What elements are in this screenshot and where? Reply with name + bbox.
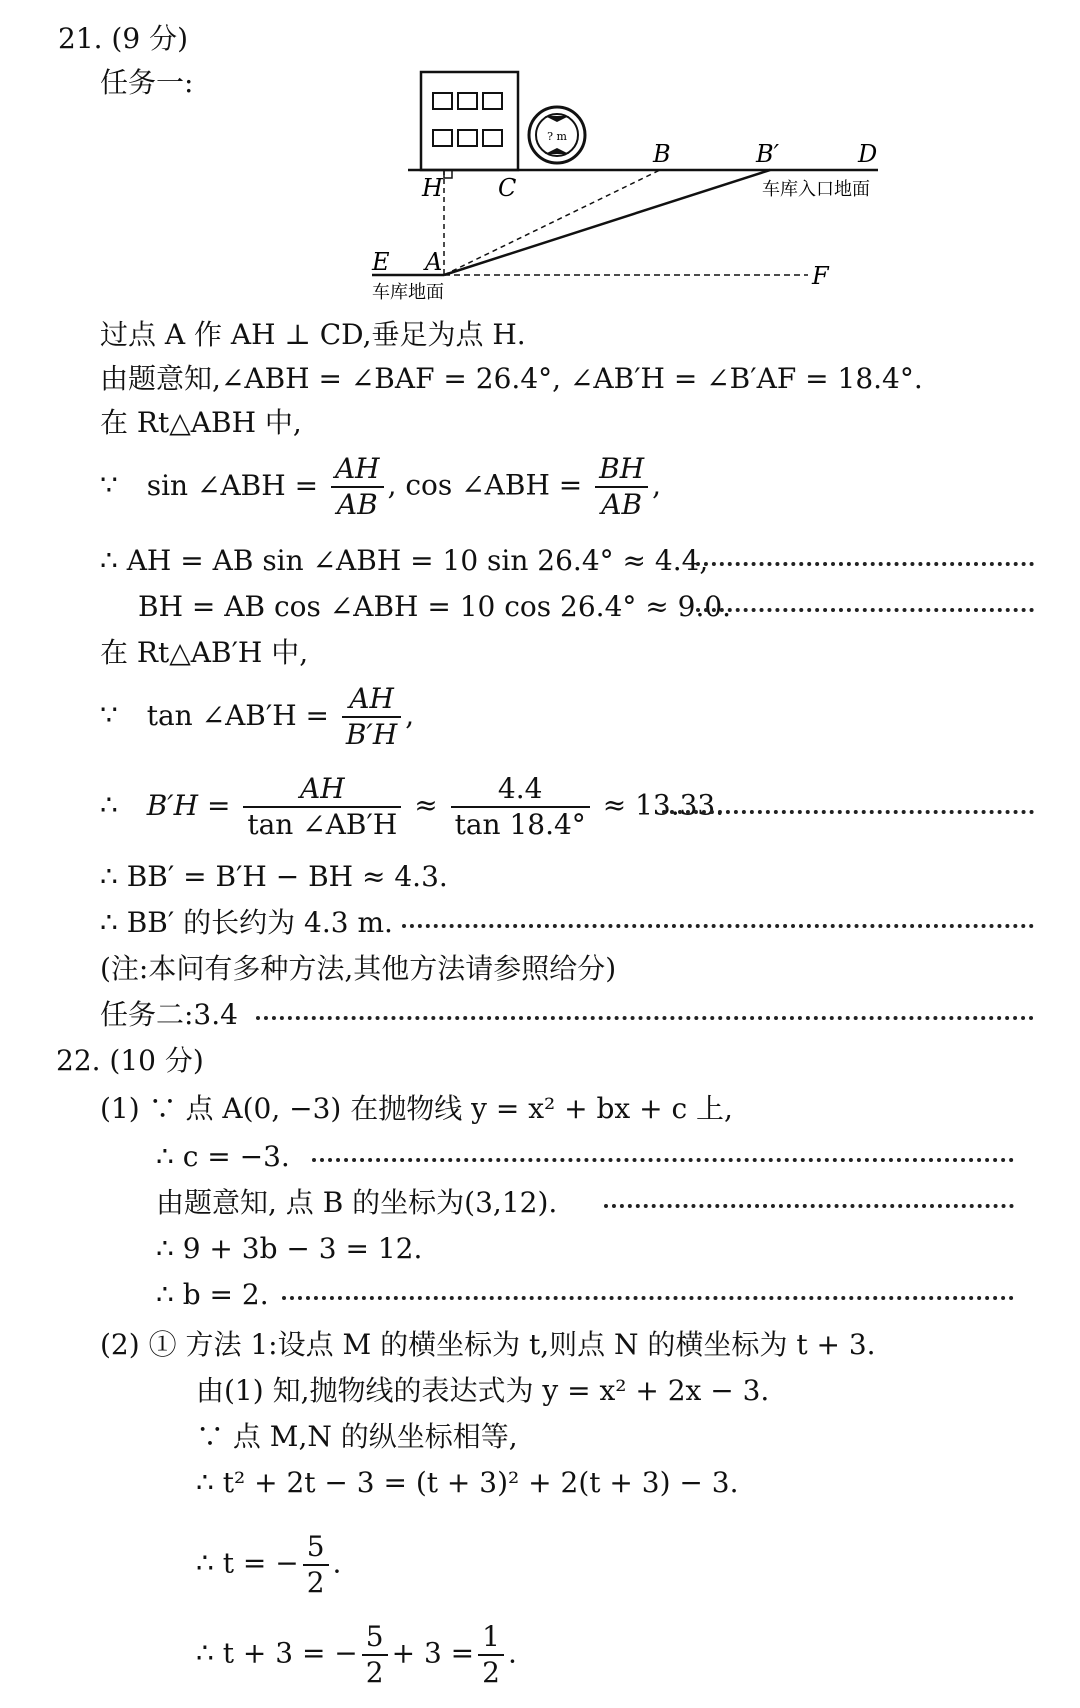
q22-p2-line4: ∴ t² + 2t − 3 = (t + 3)² + 2(t + 3) − 3. <box>196 1466 739 1499</box>
line-AB <box>444 170 660 275</box>
q22-p2-line2: 由(1) 知,抛物线的表达式为 y = x² + 2x − 3. <box>196 1374 770 1407</box>
label-D: D <box>858 140 878 168</box>
solution-line-3: 在 Rt△ABH 中, <box>100 406 302 439</box>
label-E: E <box>372 248 390 276</box>
sign-text: ? m <box>547 130 567 143</box>
bph-line: ∴ B′H = $\frac{AH}{\tan \angle AB'H}$ ≈ $\frac{4.4}{\tan 18.4^\circ}$ ≈ 13.33. <box>100 772 725 841</box>
tan-line: ∵ tan ∠AB′H = $\frac{AH}{B'H}$ , <box>100 682 415 751</box>
q22-p1-line4: ∴ 9 + 3b − 3 = 12. <box>156 1232 423 1265</box>
cos-prefix: , cos ∠ABH = <box>387 468 583 502</box>
label-H: H <box>422 174 443 202</box>
q22-p1-line5: ∴ b = 2. <box>156 1278 269 1311</box>
sin-prefix: sin ∠ABH = <box>146 468 319 502</box>
rt-triangle-2: 在 Rt△AB′H 中, <box>100 636 309 669</box>
score-dots <box>312 1158 1014 1162</box>
label-A: A <box>425 248 443 276</box>
label-B-prime: B′ <box>756 140 780 168</box>
line-AB-prime <box>444 170 770 275</box>
fraction-1-2: $\frac{1}{2}$ <box>478 1620 504 1690</box>
window <box>458 93 477 109</box>
fraction-AH-BpH: $\frac{AH}{B'H}$ <box>342 682 401 752</box>
score-dots <box>402 924 1034 928</box>
garage-floor-label: 车库地面 <box>372 282 444 303</box>
score-dots <box>696 608 1034 612</box>
window <box>433 130 452 146</box>
score-dots <box>256 1016 1034 1020</box>
garage-entrance-label: 车库入口地面 <box>762 179 870 200</box>
fraction-AH-AB: $\frac{AH}{AB}$ <box>331 452 384 522</box>
window <box>483 93 502 109</box>
bph-prefix: B′H = <box>146 788 231 822</box>
q21-header: 21. (9 分) <box>58 22 188 55</box>
because-symbol: ∵ <box>100 468 118 502</box>
t-value-line: ∴ t = − $\frac{5}{2}$ . <box>196 1530 342 1599</box>
window <box>433 93 452 109</box>
building <box>421 72 518 170</box>
q22-p1-line3: 由题意知, 点 B 的坐标为(3,12). <box>156 1186 558 1219</box>
label-C: C <box>498 174 517 202</box>
bh-line: BH = AB cos ∠ABH = 10 cos 26.4° ≈ 9.0. <box>138 590 732 623</box>
fraction-AH-tan: $\frac{AH}{\tan \angle AB'H}$ <box>243 772 401 842</box>
sin-cos-line: ∵ sin ∠ABH = $\frac{AH}{AB}$ , cos ∠ABH = $\frac{BH}{AB}$ , <box>100 452 662 521</box>
score-dots <box>604 1204 1014 1208</box>
score-dots <box>282 1296 1014 1300</box>
task1-label: 任务一: <box>100 66 194 99</box>
q22-p2-line3: ∵ 点 M,N 的纵坐标相等, <box>196 1420 518 1453</box>
fraction-5-2: $\frac{5}{2}$ <box>362 1620 388 1690</box>
bb-length-line: ∴ BB′ 的长约为 4.3 m. <box>100 906 393 939</box>
q22-p1-line2: ∴ c = −3. <box>156 1140 290 1173</box>
fraction-5-2: $\frac{5}{2}$ <box>303 1530 329 1600</box>
window <box>458 130 477 146</box>
fraction-BH-AB: $\frac{BH}{AB}$ <box>595 452 648 522</box>
q22-p2-line1: (2) ① 方法 1:设点 M 的横坐标为 t,则点 N 的横坐标为 t + 3. <box>100 1328 876 1361</box>
task2-line: 任务二:3.4 <box>100 998 238 1031</box>
note-line: (注:本问有多种方法,其他方法请参照给分) <box>100 952 617 985</box>
solution-line-1: 过点 A 作 AH ⊥ CD,垂足为点 H. <box>100 318 526 351</box>
label-F: F <box>812 262 829 290</box>
tan-prefix: tan ∠AB′H = <box>146 698 330 732</box>
q22-p1-line1: (1) ∵ 点 A(0, −3) 在抛物线 y = x² + bx + c 上, <box>100 1092 733 1125</box>
garage-diagram <box>0 0 1080 310</box>
solution-line-2: 由题意知,∠ABH = ∠BAF = 26.4°, ∠AB′H = ∠B′AF = 18.4°. <box>100 362 923 395</box>
bb-line: ∴ BB′ = B′H − BH ≈ 4.3. <box>100 860 448 893</box>
fraction-4.4-tan: $\frac{4.4}{\tan 18.4^\circ}$ <box>451 772 590 842</box>
score-dots <box>662 810 1034 814</box>
label-B: B <box>653 140 671 168</box>
q22-header: 22. (10 分) <box>56 1044 204 1077</box>
ah-line: ∴ AH = AB sin ∠ABH = 10 sin 26.4° ≈ 4.4, <box>100 544 709 577</box>
t-plus-3-line: ∴ t + 3 = − $\frac{5}{2}$ + 3 = $\frac{1}{2}$ . <box>196 1620 517 1689</box>
score-dots <box>696 562 1034 566</box>
height-limit-sign <box>529 107 585 163</box>
window <box>483 130 502 146</box>
